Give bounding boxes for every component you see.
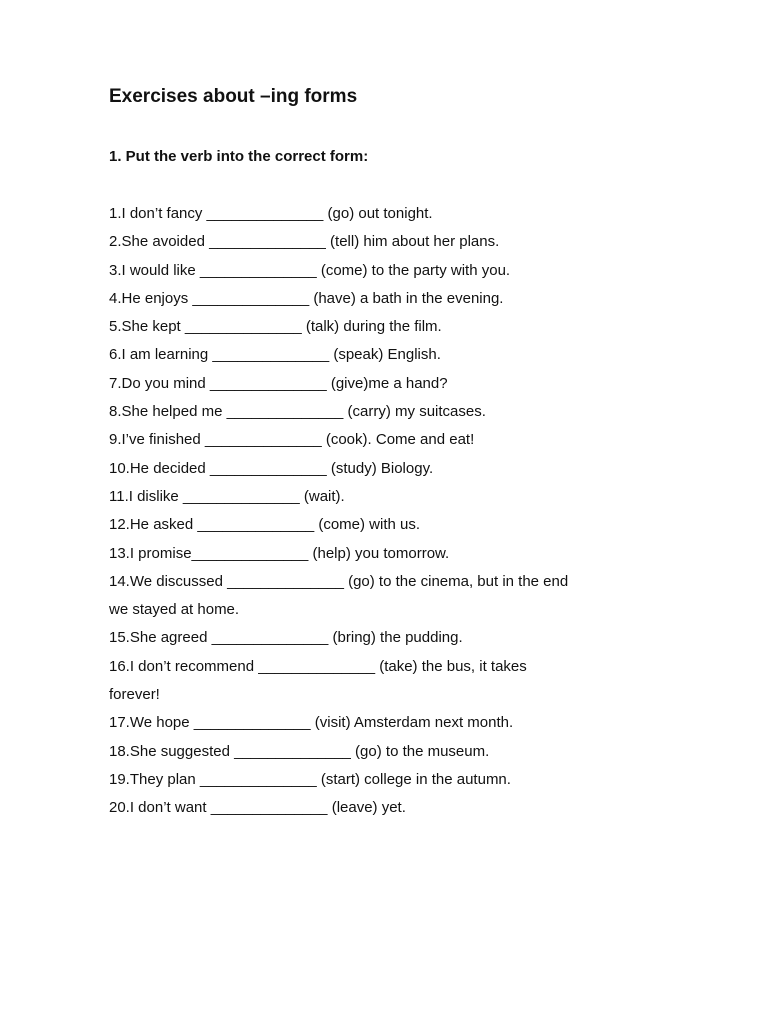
exercise-item: 11.I dislike ______________ (wait). bbox=[109, 487, 345, 505]
exercise-item: 2.She avoided ______________ (tell) him about her plans. bbox=[109, 233, 500, 251]
exercise-item: 12.He asked ______________ (come) with us. bbox=[109, 516, 421, 534]
exercise-item: 19.They plan ______________ (start) college in the autumn. bbox=[109, 770, 511, 788]
exercise-item: 4.He enjoys ______________ (have) a bath in the evening. bbox=[109, 289, 504, 307]
document-title: Exercises about –ing forms bbox=[109, 86, 358, 107]
exercise-item: 5.She kept ______________ (talk) during the film. bbox=[109, 318, 442, 336]
exercise-item: 9.I’ve finished ______________ (cook). Come and eat! bbox=[109, 431, 475, 449]
exercise-item: 1.I don’t fancy ______________ (go) out tonight. bbox=[109, 205, 433, 222]
exercise-item: 14.We discussed ______________ (go) to the cinema, but in the end we stayed at home. bbox=[109, 572, 569, 619]
exercise-item: 6.I am learning ______________ (speak) English. bbox=[109, 346, 441, 364]
exercise-item: 13.I promise______________ (help) you tomorrow. bbox=[109, 544, 450, 562]
exercise-item: 8.She helped me ______________ (carry) my suitcases. bbox=[109, 403, 486, 421]
exercise-item: 3.I would like ______________ (come) to the party with you. bbox=[109, 261, 511, 279]
exercise-item: 16.I don’t recommend ______________ (take) the bus, it takes forever! bbox=[109, 657, 527, 704]
exercise-item: 7.Do you mind ______________ (give)me a hand? bbox=[109, 374, 448, 392]
exercise-item: 20.I don’t want ______________ (leave) yet. bbox=[109, 799, 406, 817]
exercise-item: 15.She agreed ______________ (bring) the pudding. bbox=[109, 629, 463, 647]
exercise-list bbox=[109, 200, 669, 823]
exercise-item: 10.He decided ______________ (study) Biology. bbox=[109, 459, 434, 477]
exercise-item: 17.We hope ______________ (visit) Amsterdam next month. bbox=[109, 714, 514, 732]
section-heading: 1. Put the verb into the correct form: bbox=[109, 148, 369, 165]
exercise-item: 18.She suggested ______________ (go) to the museum. bbox=[109, 742, 490, 760]
